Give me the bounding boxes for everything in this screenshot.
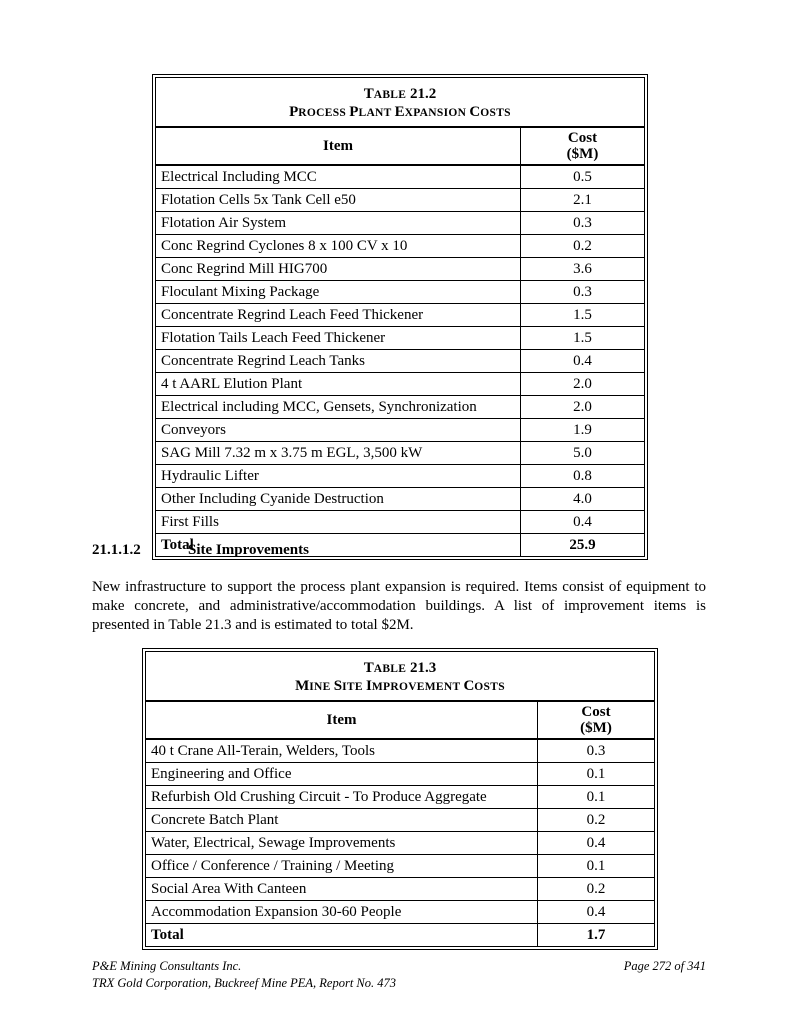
row-item: 40 t Crane All-Terain, Welders, Tools	[146, 739, 538, 763]
row-cost: 0.5	[521, 165, 645, 189]
caption-text: C	[463, 678, 475, 694]
row-item: Floculant Mixing Package	[156, 281, 521, 304]
row-cost: 0.4	[538, 832, 655, 855]
caption-text: INE	[309, 681, 334, 693]
table-row	[156, 373, 645, 396]
table-row	[156, 165, 645, 189]
table-row	[146, 786, 655, 809]
total-value: 25.9	[521, 534, 645, 557]
table-row	[146, 855, 655, 878]
table-caption	[146, 652, 655, 702]
row-cost: 0.3	[521, 281, 645, 304]
row-cost: 0.2	[538, 878, 655, 901]
section-number: 21.1.1.2	[92, 542, 141, 558]
caption-text: OSTS	[480, 107, 511, 119]
row-item: SAG Mill 7.32 m x 3.75 m EGL, 3,500 kW	[156, 442, 521, 465]
table-row	[156, 212, 645, 235]
row-cost: 0.4	[521, 511, 645, 534]
table-21-3	[142, 648, 658, 950]
table-row	[156, 189, 645, 212]
caption-text: T	[363, 86, 374, 102]
column-header-cost	[538, 701, 655, 739]
row-cost: 0.2	[538, 809, 655, 832]
row-item: 4 t AARL Elution Plant	[156, 373, 521, 396]
row-cost: 1.5	[521, 304, 645, 327]
table-row	[156, 511, 645, 534]
caption-text: LANT	[358, 107, 395, 119]
row-item: Flotation Cells 5x Tank Cell e50	[156, 189, 521, 212]
caption-text: OSTS	[474, 681, 505, 693]
caption-text: MPROVEMENT	[371, 681, 464, 693]
page-footer	[92, 958, 706, 992]
row-item: First Fills	[156, 511, 521, 534]
column-header-item: Item	[146, 701, 538, 739]
row-item: Engineering and Office	[146, 763, 538, 786]
table-row	[156, 304, 645, 327]
row-cost: 2.0	[521, 396, 645, 419]
caption-text: 21.2	[406, 86, 437, 102]
row-cost: 2.0	[521, 373, 645, 396]
section-title: Site Improvements	[188, 542, 309, 558]
caption-text: C	[469, 104, 481, 120]
table-row	[156, 396, 645, 419]
table-row	[156, 488, 645, 511]
row-item: Concrete Batch Plant	[146, 809, 538, 832]
table-row	[146, 832, 655, 855]
row-item: Conveyors	[156, 419, 521, 442]
column-header-cost-label: Cost	[581, 704, 611, 720]
table-row	[146, 901, 655, 924]
row-cost: 3.6	[521, 258, 645, 281]
row-item: Flotation Air System	[156, 212, 521, 235]
row-cost: 1.9	[521, 419, 645, 442]
table-row	[146, 763, 655, 786]
total-value: 1.7	[538, 924, 655, 947]
row-cost: 1.5	[521, 327, 645, 350]
row-cost: 0.3	[521, 212, 645, 235]
row-cost: 0.4	[538, 901, 655, 924]
footer-report: TRX Gold Corporation, Buckreef Mine PEA, Report No. 473	[92, 976, 397, 990]
page-number: Page 272 of 341	[623, 959, 706, 973]
total-label: Total	[156, 534, 521, 557]
column-header-cost-label: Cost	[567, 130, 598, 146]
row-item: Refurbish Old Crushing Circuit - To Produce Aggregate	[146, 786, 538, 809]
row-item: Other Including Cyanide Destruction	[156, 488, 521, 511]
table-row	[156, 442, 645, 465]
caption-text: T	[363, 660, 374, 676]
row-item: Accommodation Expansion 30-60 People	[146, 901, 538, 924]
table-title	[150, 678, 650, 696]
caption-text: ABLE	[373, 89, 407, 101]
body-paragraph: New infrastructure to support the process plant expansion is required. Items consist of equipment to make concrete, and administrative/accommodation buildings. A list of improvement items is presented in Table 21.3 and is estimated to total $2M.	[92, 579, 706, 633]
table-row	[156, 235, 645, 258]
table-number	[150, 660, 650, 678]
row-cost: 0.1	[538, 855, 655, 878]
table-row	[156, 258, 645, 281]
table-row	[156, 327, 645, 350]
column-header-item: Item	[156, 127, 521, 165]
row-item: Office / Conference / Training / Meeting	[146, 855, 538, 878]
row-item: Hydraulic Lifter	[156, 465, 521, 488]
row-item: Water, Electrical, Sewage Improvements	[146, 832, 538, 855]
row-cost: 0.4	[521, 350, 645, 373]
row-item: Electrical Including MCC	[156, 165, 521, 189]
footer-company: P&E Mining Consultants Inc.	[92, 959, 242, 973]
row-item: Conc Regrind Mill HIG700	[156, 258, 521, 281]
caption-text: P	[289, 104, 299, 120]
row-cost: 0.1	[538, 786, 655, 809]
table-row	[146, 809, 655, 832]
row-cost: 5.0	[521, 442, 645, 465]
caption-text: M	[295, 678, 310, 694]
column-header-cost-unit: ($M)	[566, 146, 599, 162]
caption-text: ABLE	[373, 663, 407, 675]
row-item: Electrical including MCC, Gensets, Synchronization	[156, 396, 521, 419]
caption-text: I	[366, 678, 372, 694]
total-label: Total	[146, 924, 538, 947]
row-cost: 0.2	[521, 235, 645, 258]
table-row	[146, 739, 655, 763]
column-header-cost-unit: ($M)	[580, 720, 612, 736]
table-row	[156, 465, 645, 488]
table-title	[160, 104, 640, 122]
row-cost: 0.1	[538, 763, 655, 786]
table-21-2	[152, 74, 648, 560]
caption-text: P	[349, 104, 359, 120]
caption-text: XPANSION	[404, 107, 470, 119]
row-item: Concentrate Regrind Leach Feed Thickener	[156, 304, 521, 327]
table-row	[156, 281, 645, 304]
table-row	[146, 878, 655, 901]
column-header-cost	[521, 127, 645, 165]
row-cost: 4.0	[521, 488, 645, 511]
table-row	[156, 419, 645, 442]
caption-text: S	[333, 678, 343, 694]
row-item: Social Area With Canteen	[146, 878, 538, 901]
caption-text: ROCESS	[298, 107, 350, 119]
row-item: Flotation Tails Leach Feed Thickener	[156, 327, 521, 350]
table-row	[156, 350, 645, 373]
caption-text: E	[394, 104, 405, 120]
row-item: Concentrate Regrind Leach Tanks	[156, 350, 521, 373]
row-cost: 2.1	[521, 189, 645, 212]
row-cost: 0.3	[538, 739, 655, 763]
table-caption	[156, 78, 645, 128]
table-number	[160, 86, 640, 104]
caption-text: 21.3	[406, 660, 437, 676]
row-cost: 0.8	[521, 465, 645, 488]
caption-text: ITE	[342, 681, 367, 693]
section-heading	[92, 542, 309, 559]
row-item: Conc Regrind Cyclones 8 x 100 CV x 10	[156, 235, 521, 258]
total-row	[146, 924, 655, 947]
